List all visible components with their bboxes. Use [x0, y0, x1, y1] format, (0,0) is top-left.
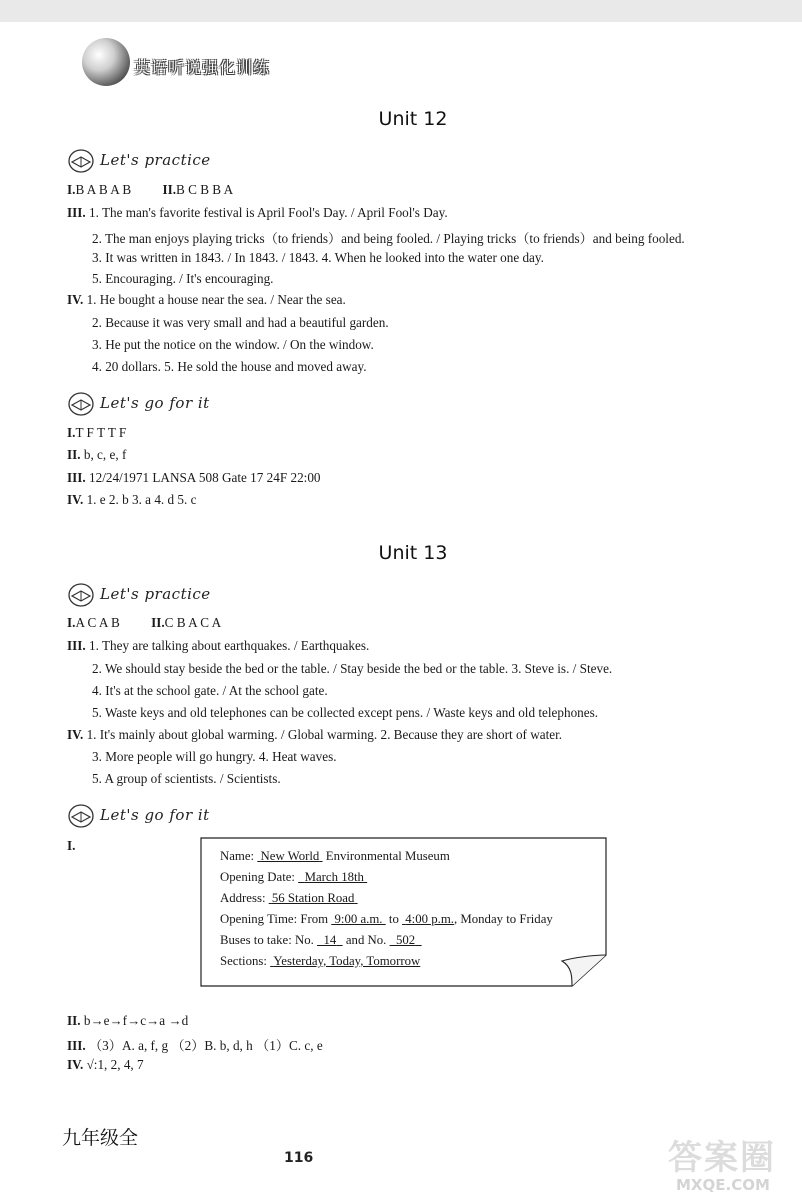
book-icon [66, 145, 96, 175]
answer-line: 4. 20 dollars. 5. He sold the house and moved away. [92, 359, 367, 374]
notice-name: Name: New World Environmental Museum [220, 849, 450, 863]
answer-line: 3. He put the notice on the window. / On the window. [92, 337, 374, 352]
answer-line: II. b→e→f→c→a →d [67, 1013, 189, 1028]
answer-line: 3. More people will go hungry. 4. Heat waves. [92, 749, 337, 764]
notice-address: Address: 56 Station Road [220, 891, 355, 905]
answer-line: 5. Waste keys and old telephones can be collected except pens. / Waste keys and old telephones. [92, 705, 599, 720]
answer-line: I.B A B A B II.B C B B A [67, 182, 234, 197]
section-heading-text: Let's go for it [100, 806, 210, 824]
answer-line: III. 1. They are talking about earthquakes. / Earthquakes. [67, 638, 370, 653]
watermark-logo: 答案圈 [668, 1138, 776, 1178]
grade-label: 九年级全 [62, 1127, 139, 1149]
notice-date: Opening Date: March 18th [220, 870, 364, 884]
book-title: 英语听说强化训练 [134, 58, 271, 77]
answer-line: I.A C A B II.C B A C A [67, 615, 222, 630]
page-header [0, 0, 802, 100]
answer-line: III. 12/24/1971 LANSA 508 Gate 17 24F 22:00 [67, 470, 321, 485]
section-heading-practice [66, 143, 211, 177]
answer-line: II. b, c, e, f [67, 447, 127, 462]
book-icon [66, 800, 96, 830]
answer-line: III. （3）A. a, f, g （2）B. b, d, h （1）C. c, e [67, 1038, 323, 1053]
answer-line: 2. The man enjoys playing tricks（to friends）and being fooled. / Playing tricks（to friends）and being fooled. [92, 231, 685, 246]
section-heading-text: Let's practice [100, 585, 211, 603]
answer-line: 2. Because it was very small and had a beautiful garden. [92, 315, 389, 330]
answer-line: 4. It's at the school gate. / At the school gate. [92, 683, 328, 698]
answer-line: 5. A group of scientists. / Scientists. [92, 771, 281, 786]
answer-line: I.T F T T F [67, 425, 127, 440]
section-heading-practice [66, 577, 211, 611]
section-heading-text: Let's go for it [100, 394, 210, 412]
globe-icon [82, 38, 130, 86]
notice-buses: Buses to take: No. 14 and No. 502 [220, 933, 416, 947]
unit-13-title: Unit 13 [378, 542, 448, 564]
answer-line: IV. 1. It's mainly about global warming. / Global warming. 2. Because they are short of water. [67, 727, 563, 742]
book-icon [66, 579, 96, 609]
answer-line: IV. √:1, 2, 4, 7 [67, 1057, 144, 1072]
answer-line: IV. 1. He bought a house near the sea. / Near the sea. [67, 292, 346, 307]
answer-line: 5. Encouraging. / It's encouraging. [92, 271, 274, 286]
page-number: 116 [284, 1150, 314, 1166]
answer-line: 3. It was written in 1843. / In 1843. / 1843. 4. When he looked into the water one day. [92, 250, 544, 265]
notice-time: Opening Time: From 9:00 a.m. to 4:00 p.m., Monday to Friday [220, 912, 553, 926]
section-heading-go-for-it [66, 386, 210, 420]
watermark-url: MXQE.COM [676, 1176, 770, 1194]
book-icon [66, 388, 96, 418]
unit-12-title: Unit 12 [378, 108, 448, 130]
answer-line: IV. 1. e 2. b 3. a 4. d 5. c [67, 492, 197, 507]
header-band [0, 0, 802, 22]
question-number: I. [67, 838, 76, 853]
answer-line: III. 1. The man's favorite festival is April Fool's Day. / April Fool's Day. [67, 205, 448, 220]
museum-notice [200, 837, 607, 987]
answer-line: 2. We should stay beside the bed or the table. / Stay beside the bed or the table. 3. Steve is. / Steve. [92, 661, 613, 676]
notice-sections: Sections: Yesterday, Today, Tomorrow [220, 954, 421, 968]
section-heading-go-for-it [66, 798, 210, 832]
section-heading-text: Let's practice [100, 151, 211, 169]
